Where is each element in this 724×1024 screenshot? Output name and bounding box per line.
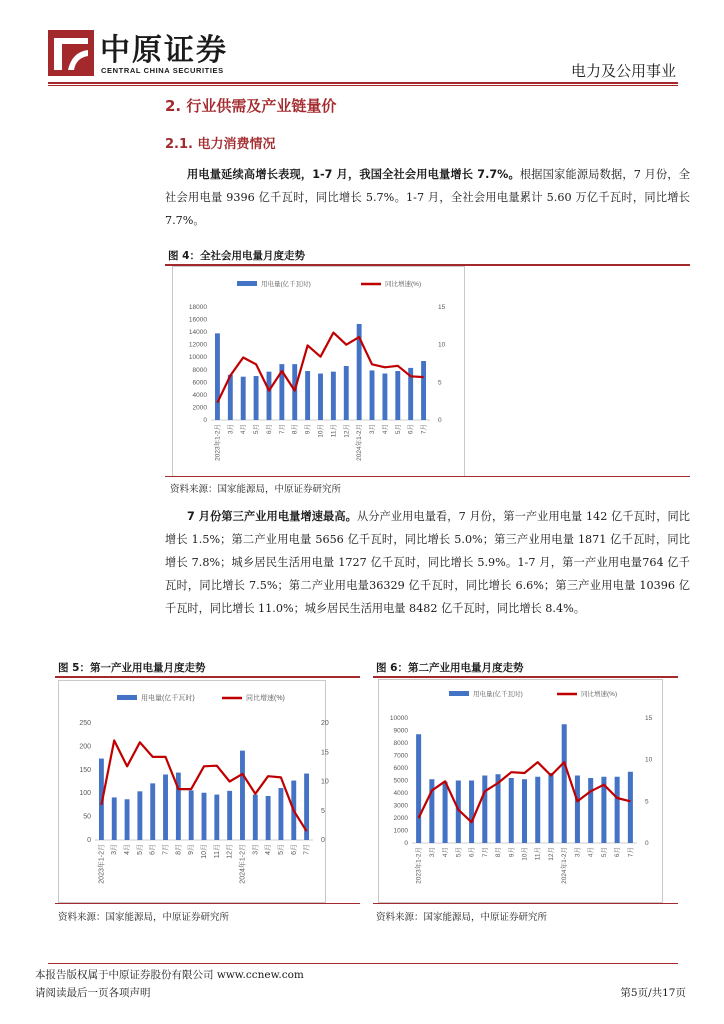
x-tick-label: 4月: [265, 844, 273, 855]
x-tick-label: 5月: [253, 424, 261, 435]
figure-6-rule: [373, 676, 678, 678]
bar: [254, 376, 259, 420]
bar: [443, 782, 448, 843]
x-tick-label: 2024年1-2月: [356, 424, 364, 461]
bar: [548, 773, 553, 843]
footer-disclaimer: 请阅读最后一页各项声明: [35, 987, 151, 999]
y-right-tick-label: 5: [645, 798, 649, 806]
x-tick-label: 2023年1-2月: [415, 847, 423, 884]
y-left-tick-label: 6000: [393, 765, 408, 772]
y-left-tick-label: 200: [79, 743, 91, 751]
paragraph-2: [165, 505, 690, 620]
figure-4-source: 资料来源：国家能源局，中原证券研究所: [170, 484, 342, 495]
x-tick-label: 5月: [277, 844, 285, 855]
x-tick-label: 2024年1-2月: [561, 847, 569, 884]
x-tick-label: 10月: [317, 424, 325, 438]
figure-6-bottom-rule: [373, 903, 678, 904]
y-left-tick-label: 8000: [192, 366, 207, 374]
y-left-tick-label: 7000: [393, 752, 408, 760]
bar: [382, 374, 387, 420]
figure-5-source: 资料来源：国家能源局，中原证券研究所: [58, 912, 230, 923]
logo-chinese-name: 中原证券: [100, 33, 228, 68]
figure-4-title: 图 4：全社会用电量月度走势: [168, 250, 305, 262]
legend-bar-swatch: [117, 695, 137, 700]
y-right-tick-label: 15: [321, 749, 329, 757]
paragraph-1: [165, 163, 690, 232]
y-right-tick-label: 20: [321, 720, 329, 727]
x-tick-label: 4月: [240, 424, 248, 435]
bar: [202, 793, 207, 840]
paragraph-2-lead: 7 月份第三产业用电量增速最高。: [187, 510, 357, 523]
subsection-heading: 2.1. 电力消费情况: [165, 137, 276, 152]
figure-4-chart-frame: [172, 266, 465, 477]
x-tick-label: 6月: [290, 844, 298, 855]
legend-line-label: 同比增速(%): [246, 695, 285, 702]
bar: [267, 372, 272, 420]
bar: [588, 778, 593, 843]
y-left-tick-label: 4000: [393, 790, 408, 797]
figure-6-chart-frame: [378, 679, 663, 903]
company-logo-icon: [48, 30, 94, 76]
x-tick-label: 7月: [303, 844, 311, 855]
bar: [227, 791, 232, 840]
figure-4-bottom-rule: [165, 476, 690, 477]
y-right-tick-label: 10: [321, 778, 329, 786]
figure-5-rule: [55, 676, 360, 678]
y-right-tick-label: 10: [645, 756, 653, 764]
bar: [150, 783, 155, 840]
x-tick-label: 2023年1-2月: [98, 844, 106, 884]
y-left-tick-label: 2000: [192, 404, 207, 412]
figure-5-chart: [59, 681, 329, 902]
y-left-tick-label: 0: [87, 837, 91, 844]
y-left-tick-label: 0: [203, 417, 207, 424]
x-tick-label: 12月: [226, 844, 234, 859]
legend-bar-swatch: [237, 281, 257, 286]
y-left-tick-label: 3000: [393, 802, 408, 810]
y-left-tick-label: 12000: [188, 341, 207, 349]
bar: [469, 781, 474, 844]
legend-bar-label: 用电量(亿千瓦时): [141, 695, 195, 702]
footer-copyright: 本报告版权属于中原证券股份有限公司 www.ccnew.com: [35, 969, 304, 981]
x-tick-label: 8月: [175, 844, 183, 855]
legend-bar-swatch: [449, 691, 469, 696]
x-tick-label: 4月: [381, 424, 389, 435]
x-tick-label: 12月: [547, 847, 555, 861]
x-tick-label: 5月: [600, 847, 608, 858]
logo-english-name: CENTRAL CHINA SECURITIES: [101, 66, 224, 75]
y-left-tick-label: 0: [404, 840, 408, 847]
x-tick-label: 3月: [111, 844, 119, 855]
bar: [522, 779, 527, 843]
y-left-tick-label: 50: [83, 813, 91, 821]
x-tick-label: 3月: [369, 424, 377, 435]
footer-rule: [48, 963, 678, 964]
x-tick-label: 7月: [278, 424, 286, 435]
bar: [331, 372, 336, 420]
bar: [215, 333, 220, 420]
bar: [253, 795, 258, 840]
legend-bar-label: 用电量(亿千瓦时): [473, 691, 523, 698]
x-tick-label: 9月: [188, 844, 196, 855]
bar: [214, 795, 219, 840]
header-rule-thin: [48, 85, 678, 86]
x-tick-label: 12月: [343, 424, 351, 438]
y-right-tick-label: 0: [438, 417, 442, 424]
y-left-tick-label: 14000: [188, 329, 207, 337]
x-tick-label: 10月: [521, 847, 529, 861]
y-left-tick-label: 4000: [192, 391, 207, 399]
x-tick-label: 3月: [252, 844, 260, 855]
x-tick-label: 6月: [149, 844, 157, 855]
x-tick-label: 5月: [455, 847, 463, 858]
x-tick-label: 2024年1-2月: [239, 844, 247, 884]
y-left-tick-label: 16000: [188, 316, 207, 324]
bar: [292, 364, 297, 420]
x-tick-label: 6月: [407, 424, 415, 435]
x-tick-label: 11月: [213, 844, 221, 859]
y-left-tick-label: 10000: [188, 354, 207, 362]
y-right-tick-label: 0: [321, 837, 325, 844]
x-tick-label: 6月: [468, 847, 476, 858]
paragraph-1-body: 根据国家能源局数据，7 月份，全社会用电量 9396 亿千瓦时，同比增长 5.7%。1-7 月，全社会用电量累计 5.60 万亿千瓦时，同比增长 7.7%。: [165, 168, 690, 227]
bar: [416, 734, 421, 843]
figure-5-title: 图 5：第一产业用电量月度走势: [58, 662, 206, 674]
x-tick-label: 3月: [227, 424, 235, 435]
y-right-tick-label: 5: [438, 379, 442, 387]
x-tick-label: 5月: [394, 424, 402, 435]
bar: [163, 774, 168, 840]
legend-line-label: 同比增速(%): [581, 691, 618, 698]
y-left-tick-label: 9000: [393, 727, 408, 735]
x-tick-label: 8月: [291, 424, 299, 435]
figure-6-source: 资料来源：国家能源局，中原证券研究所: [376, 912, 548, 923]
bar: [395, 371, 400, 420]
x-tick-label: 7月: [627, 847, 635, 858]
x-tick-label: 2023年1-2月: [214, 424, 222, 461]
x-tick-label: 11月: [534, 847, 542, 861]
bar: [125, 799, 130, 840]
x-tick-label: 3月: [574, 847, 582, 858]
header-rule: [48, 82, 678, 84]
paragraph-1-lead: 用电量延续高增长表现，1-7 月，我国全社会用电量增长 7.7%。: [187, 168, 520, 181]
figure-6-title: 图 6：第二产业用电量月度走势: [376, 662, 524, 674]
bar: [318, 374, 323, 420]
x-tick-label: 4月: [587, 847, 595, 858]
y-left-tick-label: 8000: [393, 740, 408, 747]
bar: [509, 778, 514, 843]
x-tick-label: 6月: [265, 424, 273, 435]
bar: [241, 377, 246, 420]
bar: [615, 777, 620, 843]
x-tick-label: 8月: [495, 847, 503, 858]
y-right-tick-label: 10: [438, 341, 446, 349]
x-tick-label: 9月: [508, 847, 516, 858]
section-heading: 2. 行业供需及产业链量价: [165, 97, 337, 115]
y-left-tick-label: 5000: [393, 777, 408, 785]
bar: [628, 772, 633, 843]
figure-5-chart-frame: [58, 680, 329, 903]
bar: [137, 791, 142, 840]
y-left-tick-label: 10000: [389, 715, 408, 722]
y-left-tick-label: 18000: [188, 304, 207, 311]
page-number: 第5页/共17页: [620, 987, 686, 999]
x-tick-label: 11月: [330, 424, 338, 438]
x-tick-label: 4月: [442, 847, 450, 858]
y-left-tick-label: 100: [79, 790, 91, 798]
bar: [112, 797, 117, 840]
bar: [562, 724, 567, 843]
figure-4-chart: [173, 267, 464, 476]
x-tick-label: 7月: [162, 844, 170, 855]
x-tick-label: 4月: [124, 844, 132, 855]
y-right-tick-label: 15: [645, 715, 653, 722]
x-tick-label: 7月: [481, 847, 489, 858]
bar: [370, 370, 375, 420]
paragraph-2-body: 从分产业用电量看，7 月份，第一产业用电量 142 亿千瓦时，同比增长 1.5%；第二产业用电量 5656 亿千瓦时，同比增长 5.0%；第三产业用电量 1871 亿千瓦时，同比增长 7.8%；城乡居民生活用电量 1727 亿千瓦时，同比增长 5.9%。1-7 月，第一产业用电量764 亿千瓦时，同比增长 7.5%；第二产业用电量36329 亿千瓦时，同比增长 6.6%；第三产业用电量 10396 亿千瓦时，同比增长 11.0%；城乡居民生活用电量 8482 亿千瓦时，同比增长 8.4%。: [165, 510, 690, 615]
x-tick-label: 6月: [614, 847, 622, 858]
bar: [344, 366, 349, 420]
bar: [266, 796, 271, 840]
y-right-tick-label: 5: [321, 807, 325, 815]
figure-6-chart: [379, 680, 662, 902]
y-left-tick-label: 250: [79, 720, 91, 727]
y-left-tick-label: 1000: [393, 827, 408, 835]
x-tick-label: 5月: [136, 844, 144, 855]
bar: [482, 776, 487, 844]
header-section-title: 电力及公用事业: [570, 62, 676, 80]
y-left-tick-label: 6000: [192, 379, 207, 387]
bar: [240, 751, 245, 840]
legend-line-label: 同比增速(%): [385, 281, 422, 288]
y-right-tick-label: 15: [438, 304, 446, 311]
y-left-tick-label: 150: [79, 766, 91, 774]
legend-bar-label: 用电量(亿千瓦时): [261, 281, 311, 288]
figure-5-bottom-rule: [55, 903, 360, 904]
y-right-tick-label: 0: [645, 840, 649, 847]
y-left-tick-label: 2000: [393, 815, 408, 822]
x-tick-label: 7月: [420, 424, 428, 435]
bar: [421, 361, 426, 420]
bar: [535, 777, 540, 843]
x-tick-label: 10月: [201, 844, 208, 859]
x-tick-label: 9月: [304, 424, 312, 435]
bar: [575, 776, 580, 844]
bar: [305, 371, 310, 420]
x-tick-label: 3月: [428, 847, 436, 858]
bar: [189, 790, 194, 840]
bar: [279, 788, 284, 840]
